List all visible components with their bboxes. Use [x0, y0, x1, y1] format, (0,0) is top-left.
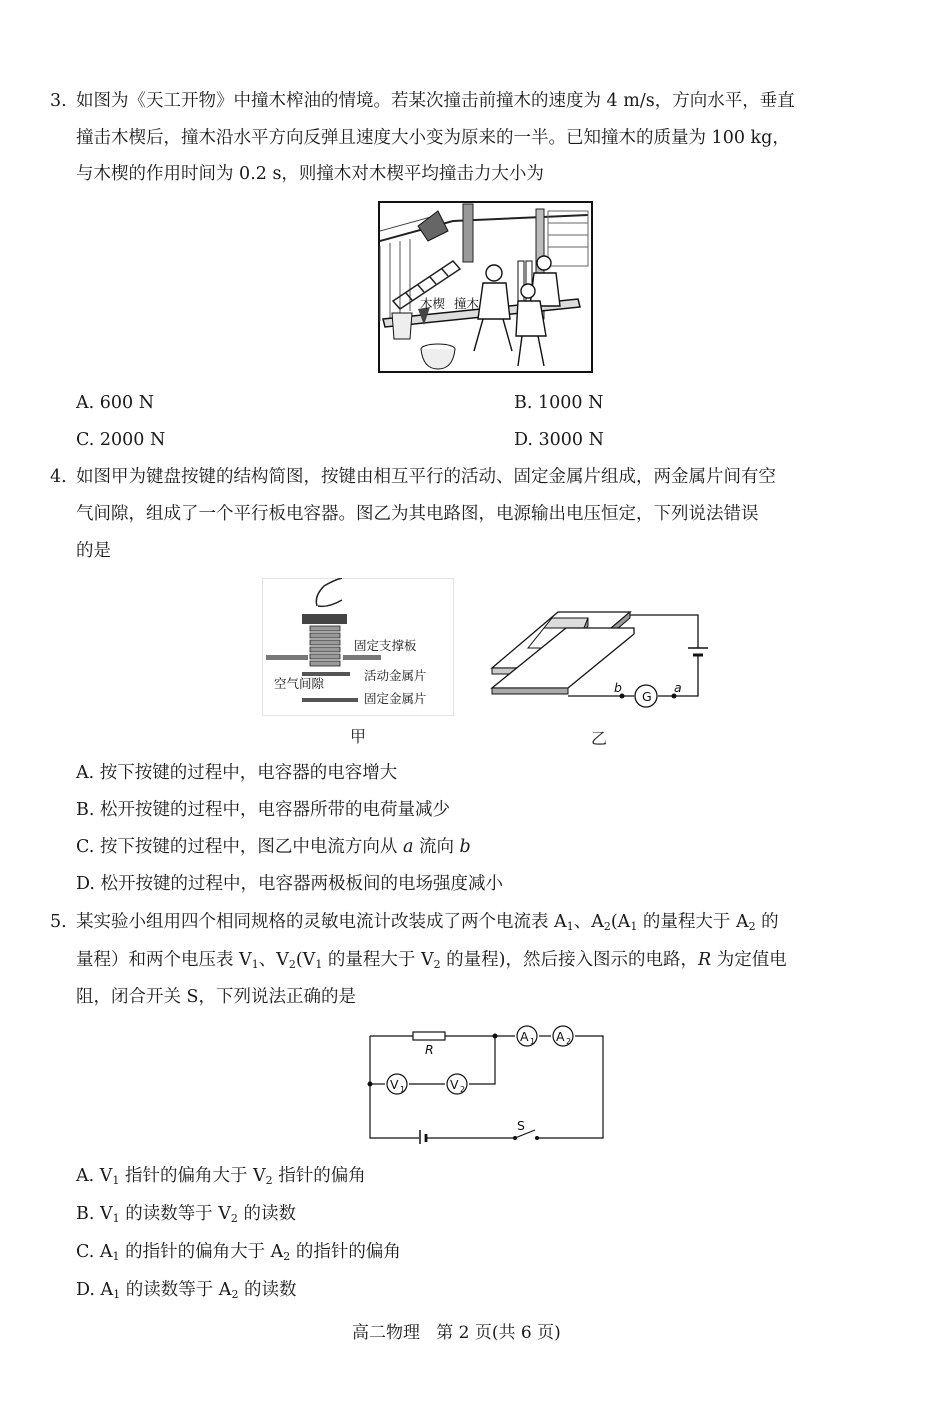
q4-option-b: B. 松开按键的过程中，电容器所带的电荷量减少 [76, 800, 450, 820]
q3-option-c: C. 2000 N [76, 430, 166, 450]
voltmeter-v2: V [450, 1077, 459, 1092]
point-a-label: a [674, 680, 682, 695]
q5-stem-line-1: 某实验小组用四个相同规格的灵敏电流计改装成了两个电流表 $A_1$、$A_2(A_1$ 的量程大于 $A_2$ 的 [76, 912, 779, 933]
svg-text:2: 2 [460, 1085, 466, 1094]
q4-figure-yi-circuit [488, 598, 710, 716]
q5-circuit-diagram [365, 1022, 610, 1144]
q4-number: 4. [50, 467, 67, 487]
switch-s-label: S [517, 1118, 525, 1133]
q4-figure-jia-caption: 甲 [350, 727, 367, 746]
resistor-r-label: R [425, 1042, 434, 1057]
voltmeter-v1: V [390, 1077, 399, 1092]
q4-option-a: A. 按下按键的过程中，电容器的电容增大 [76, 763, 398, 783]
q4-stem-line-1: 如图甲为键盘按键的结构简图，按键由相互平行的活动、固定金属片组成，两金属片间有空 [76, 467, 776, 487]
label-fixed-plate: 固定金属片 [364, 691, 427, 706]
q5-option-d: D. $A_1$ 的读数等于 $A_2$ 的读数 [76, 1280, 297, 1301]
label-wooden-ram: 撞木 [454, 296, 480, 311]
label-movable-plate: 活动金属片 [364, 668, 427, 683]
q4-stem-line-2: 气间隙，组成了一个平行板电容器。图乙为其电路图，电源输出电压恒定，下列说法错误 [76, 504, 759, 524]
ammeter-a2: A [556, 1029, 565, 1044]
svg-text:1: 1 [530, 1037, 536, 1046]
q3-stem-line-2: 撞击木楔后，撞木沿水平方向反弹且速度大小变为原来的一半。已知撞木的质量为 100 kg， [76, 128, 790, 148]
q4-stem-line-3: 的是 [76, 541, 111, 561]
ammeter-a1: A [520, 1029, 529, 1044]
label-air-gap: 空气间隙 [274, 676, 325, 691]
q5-option-a: A. $V_1$ 指针的偏角大于 $V_2$ 指针的偏角 [76, 1166, 366, 1187]
q5-option-c: C. $A_1$ 的指针的偏角大于 $A_2$ 的指针的偏角 [76, 1242, 401, 1263]
svg-text:2: 2 [566, 1037, 572, 1046]
q3-option-d: D. 3000 N [514, 430, 604, 450]
page-footer: 高二物理 第 2 页(共 6 页) [352, 1323, 561, 1343]
q4-option-c: C. 按下按键的过程中，图乙中电流方向从 a 流向 b [76, 837, 471, 857]
q4-option-d: D. 松开按键的过程中，电容器两极板间的电场强度减小 [76, 874, 504, 894]
q3-stem-line-1: 如图为《天工开物》中撞木榨油的情境。若某次撞击前撞木的速度为 4 m/s，方向水平，垂直 [76, 91, 795, 111]
point-b-label: b [614, 680, 622, 695]
q3-option-b: B. 1000 N [514, 393, 604, 413]
q3-number: 3. [50, 91, 67, 111]
label-support-plate: 固定支撑板 [354, 638, 417, 653]
q4-figure-yi-caption: 乙 [591, 729, 608, 748]
galvanometer-symbol: G [642, 689, 652, 704]
label-wooden-wedge: 木楔 [420, 296, 446, 311]
q5-stem-line-2: 量程）和两个电压表 $V_1$、$V_2(V_1$ 的量程大于 $V_2$ 的量程)，然后接入图示的电路，R 为定值电 [76, 950, 787, 971]
q5-number: 5. [50, 912, 67, 932]
q3-option-a: A. 600 N [76, 393, 155, 413]
q5-stem-line-3: 阻，闭合开关 S，下列说法正确的是 [76, 987, 357, 1007]
q3-stem-line-3: 与木楔的作用时间为 0.2 s，则撞木对木楔平均撞击力大小为 [76, 164, 544, 184]
q5-option-b: B. $V_1$ 的读数等于 $V_2$ 的读数 [76, 1204, 296, 1225]
svg-text:1: 1 [400, 1085, 406, 1094]
q3-oil-press-illustration [378, 201, 593, 373]
q4-figure-jia-key-structure [262, 578, 454, 716]
